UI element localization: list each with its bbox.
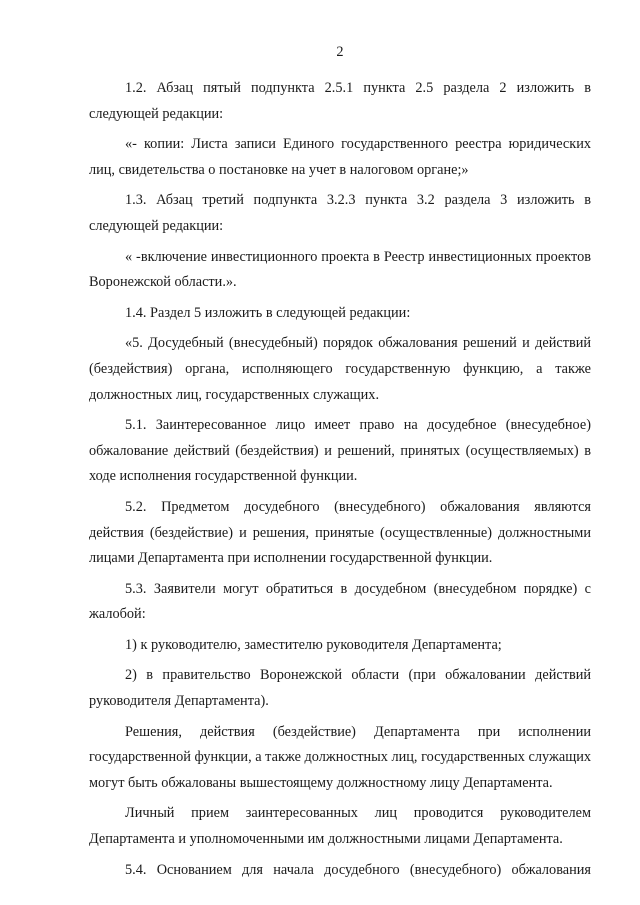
paragraph-5-3: 5.3. Заявители могут обратиться в досудебном (внесудебном порядке) с жалобой: [89, 580, 591, 623]
paragraph-5-4: 5.4. Основанием для начала досудебного (внесудебного) обжалования [125, 861, 591, 878]
paragraph-1-3-quote: « -включение инвестиционного проекта в Реестр инвестиционных проектов Воронежской области.». [89, 248, 591, 291]
paragraph-1-4: 1.4. Раздел 5 изложить в следующей редакции: [125, 304, 411, 321]
paragraph-personal-reception: Личный прием заинтересованных лиц проводится руководителем Департамента и уполномоченными им должностными лицами Департамента. [89, 805, 591, 848]
paragraph-1-3: 1.3. Абзац третий подпункта 3.2.3 пункта 3.2 раздела 3 изложить в следующей редакции: [89, 192, 591, 234]
paragraph-5-2: 5.2. Предметом досудебного (внесудебного) обжалования являются действия (бездействие) и решения, принятые (осуществленные) должностными лицами Департамента при исполнении государственной функции. [89, 498, 591, 567]
section-5-heading: «5. Досудебный (внесудебный) порядок обжалования решений и действий (бездействия) органа, исполняющего государственную функцию, а также должностных лиц, государственных служащих. [89, 335, 591, 403]
list-item-1: 1) к руководителю, заместителю руководителя Департамента; [125, 636, 502, 653]
list-item-2: 2) в правительство Воронежской области (при обжаловании действий руководителя Департамента). [89, 667, 591, 710]
paragraph-1-2-quote: «- копии: Листа записи Единого государственного реестра юридических лиц, свидетельства о постановке на учет в налоговом органе;» [89, 136, 591, 178]
paragraph-1-2: 1.2. Абзац пятый подпункта 2.5.1 пункта 2.5 раздела 2 изложить в следующей редакции: [89, 80, 591, 122]
page-number: 2 [336, 44, 344, 60]
paragraph-5-1: 5.1. Заинтересованное лицо имеет право на досудебное (внесудебное) обжалование действий (бездействия) и решений, принятых (осуществляемых) в ходе исполнения государственной функции. [89, 417, 591, 485]
paragraph-decisions: Решения, действия (бездействие) Департамента при исполнении государственной функции, а также должностных лиц, государственных служащих могут быть обжалованы вышестоящему должностному лицу Департамента. [89, 723, 591, 791]
document-page [89, 40, 591, 883]
